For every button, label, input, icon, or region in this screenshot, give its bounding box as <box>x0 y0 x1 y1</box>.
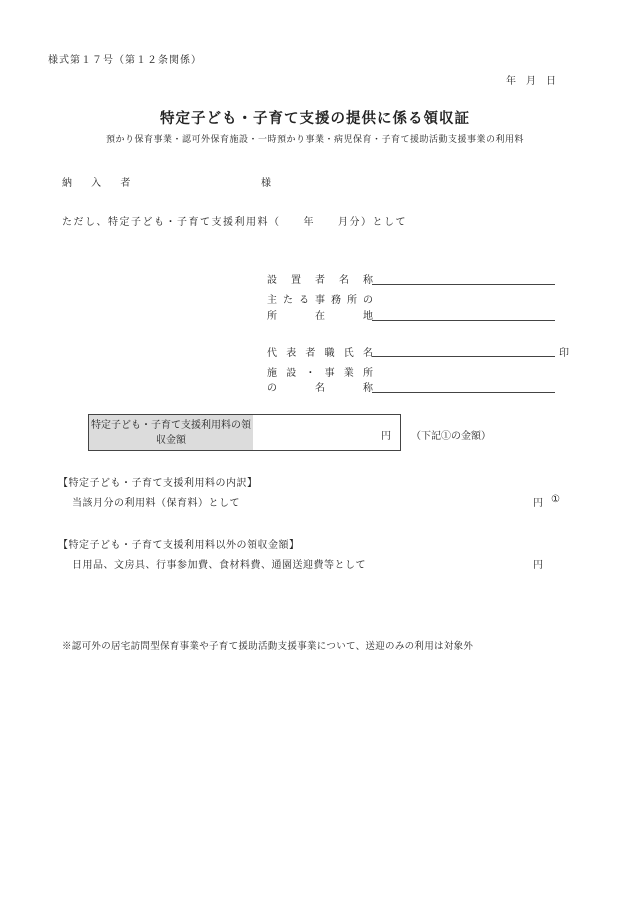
representative-line <box>372 356 555 357</box>
facility-label-line2: の名称 <box>267 383 373 394</box>
footer-note: ※認可外の居宅訪問型保育事業や子育て援助活動支援事業について、送迎のみの利用は対象外 <box>62 641 474 652</box>
facility-name-line <box>372 392 555 393</box>
representative-label: 代表者職氏名 <box>267 348 373 359</box>
other-row-label: 日用品、文房具、行事参加費、食材料費、通園送迎費等として <box>72 560 366 571</box>
amount-box-label: 特定子ども・子育て支援利用料の領収金額 <box>88 414 254 451</box>
payer-honorific: 様 <box>261 178 271 189</box>
office-label-line1: 主たる事務所の <box>267 295 373 306</box>
founder-name-label: 設置者名称 <box>267 275 373 286</box>
form-number: 様式第１７号（第１２条関係） <box>48 55 202 66</box>
other-row-yen: 円 <box>533 560 544 571</box>
breakdown-row-label: 当該月分の利用料（保育料）として <box>72 498 240 509</box>
seal-mark: 印 <box>559 348 569 359</box>
facility-label-line1: 施設・事業所 <box>267 368 373 379</box>
office-address-line <box>372 320 555 321</box>
amount-box-value <box>253 414 401 451</box>
document-subtitle: 預かり保育事業・認可外保育施設・一時預かり事業・病児保育・子育て援助活動支援事業の利用料 <box>105 135 524 145</box>
office-label-line2: 所在地 <box>267 311 373 322</box>
breakdown-row-mark: ① <box>551 494 561 505</box>
document-title: 特定子ども・子育て支援の提供に係る領収証 <box>160 110 470 127</box>
proviso-text: ただし、特定子ども・子育て支援利用料（ 年 月分）として <box>62 217 407 228</box>
amount-box-yen: 円 <box>381 431 391 442</box>
breakdown-row-yen: 円 <box>533 498 544 509</box>
amount-box-note: （下記①の金額） <box>411 431 491 442</box>
other-title: 【特定子ども・子育て支援利用料以外の領収金額】 <box>58 540 300 551</box>
breakdown-title: 【特定子ども・子育て支援利用料の内訳】 <box>58 478 258 489</box>
date-line: 年 月 日 <box>506 76 556 87</box>
payer-label: 納 入 者 <box>62 178 139 189</box>
founder-name-line <box>372 284 555 285</box>
